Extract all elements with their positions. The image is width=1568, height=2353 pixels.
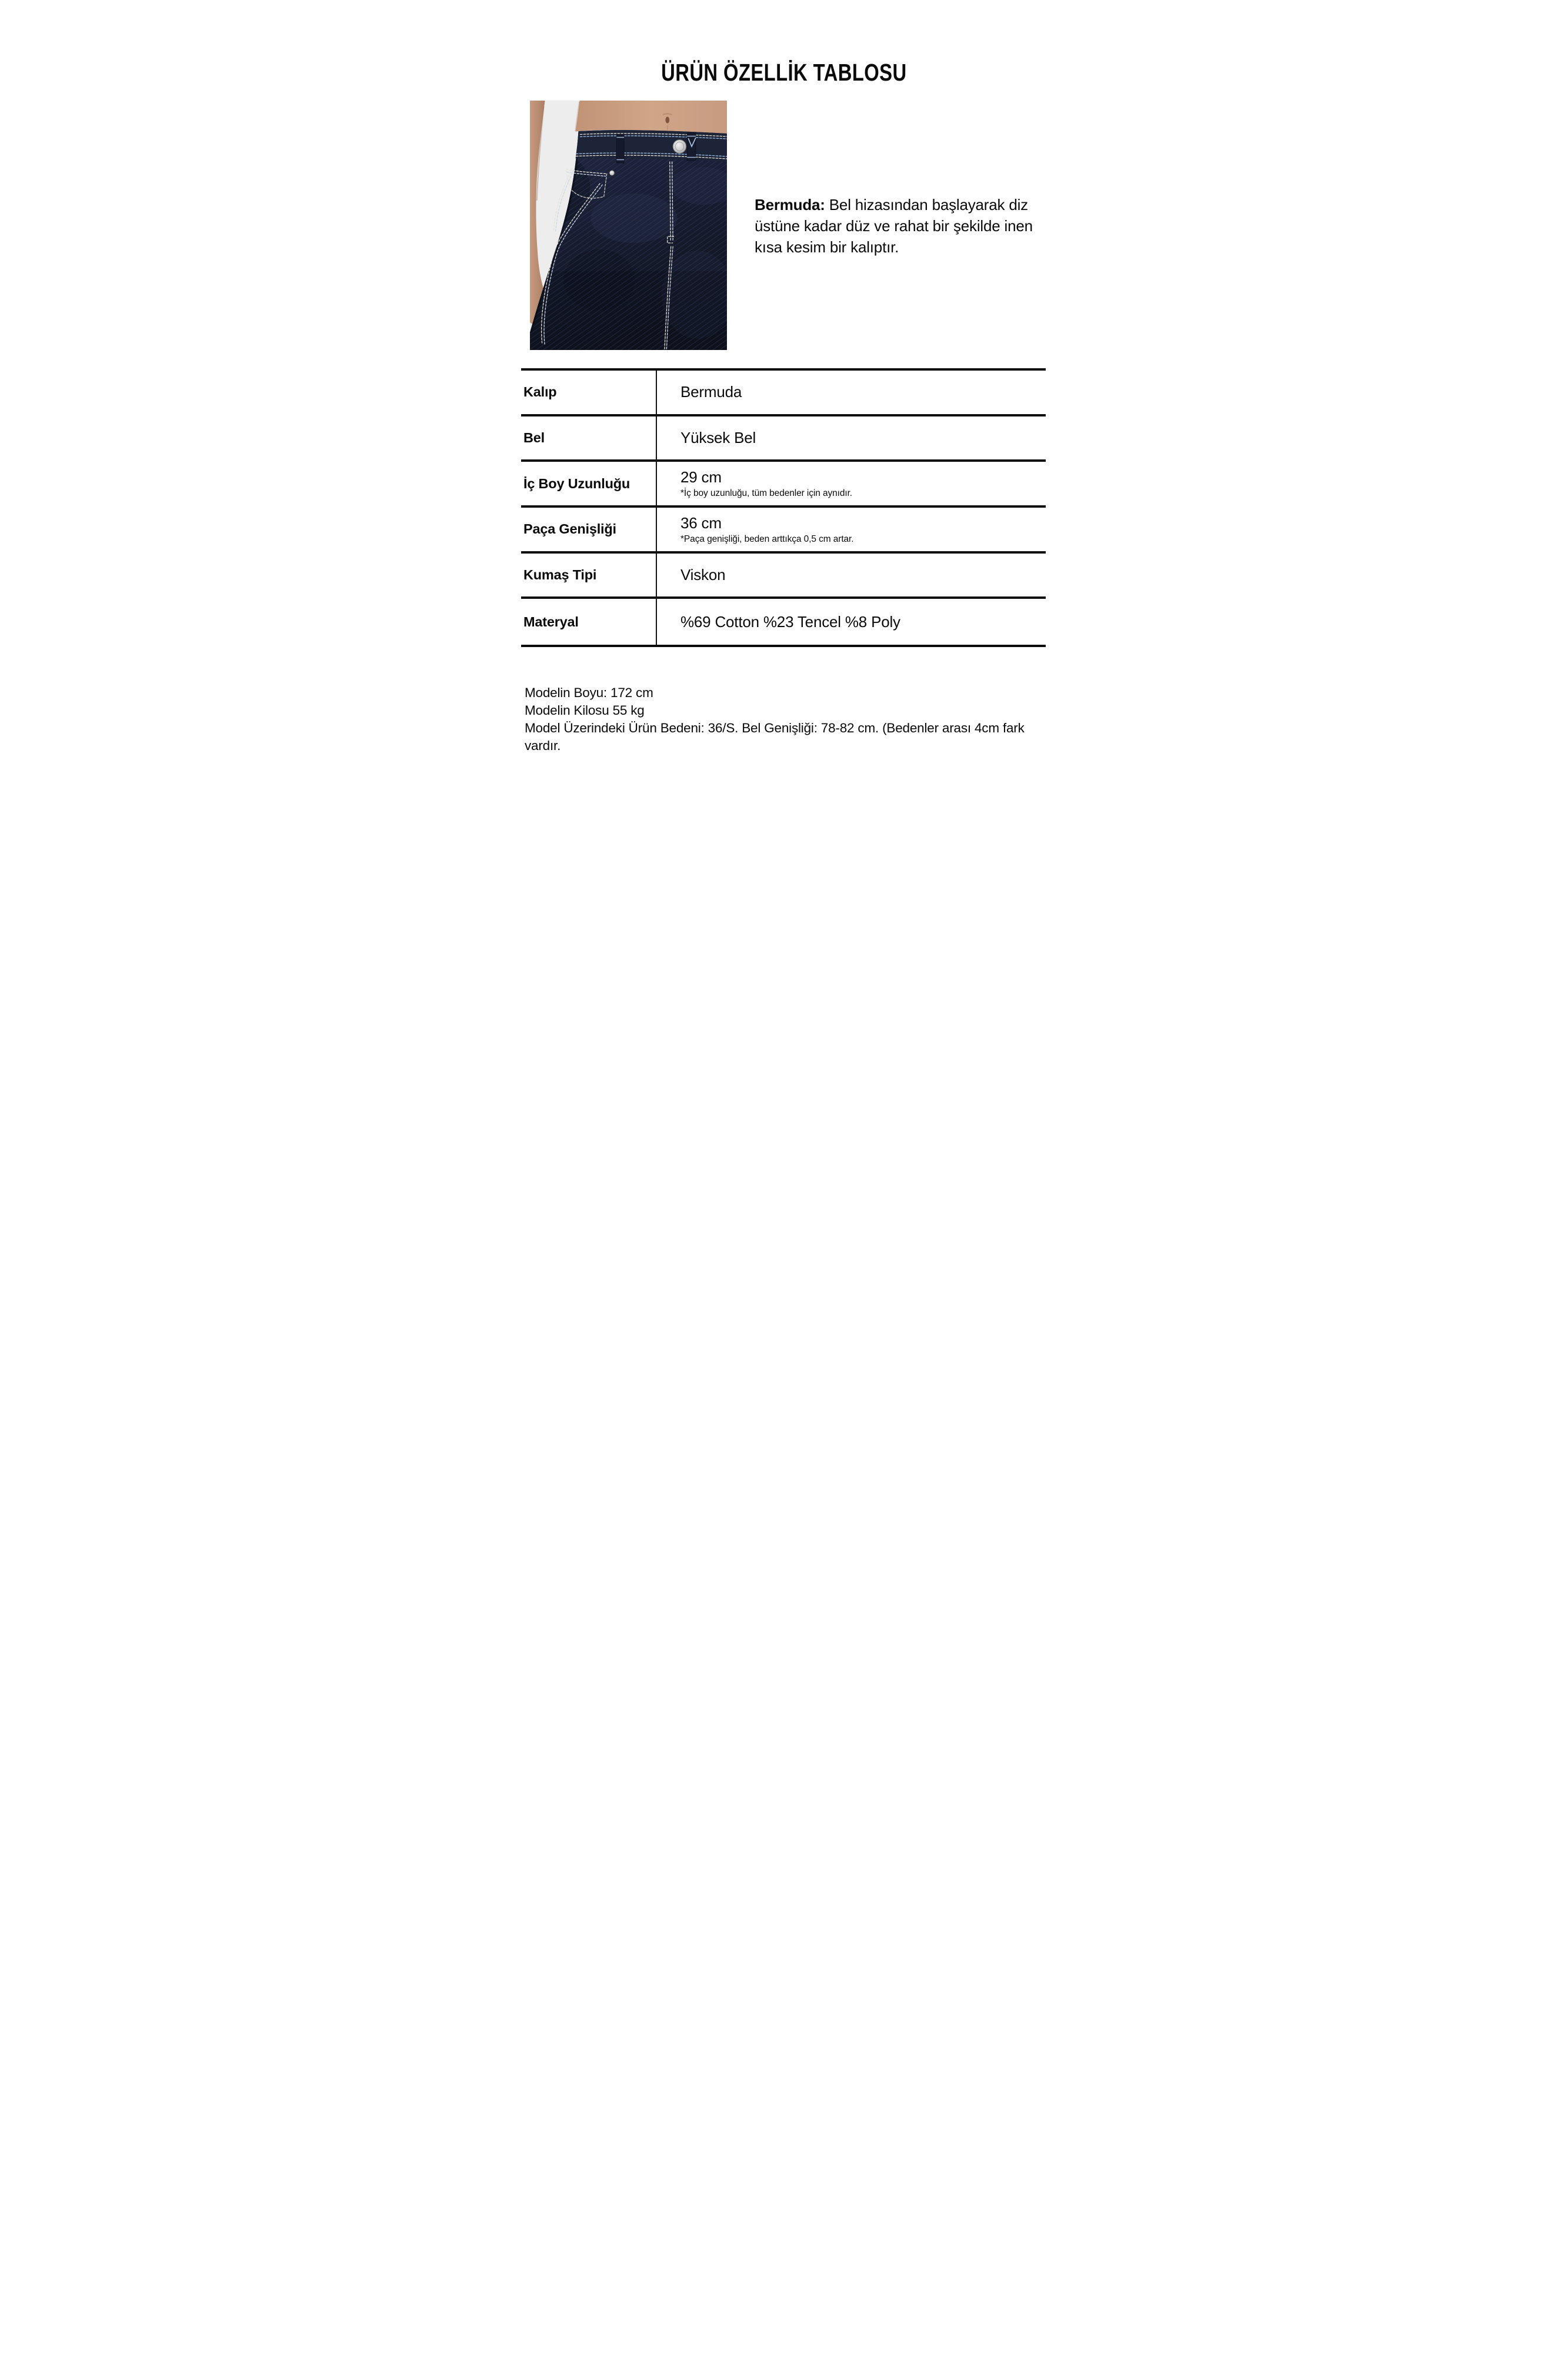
spec-value-cell [656,554,1046,597]
model-info-line: Modelin Boyu: 172 cm [525,685,653,700]
spec-value-cell [656,371,1046,414]
spec-value-cell [656,508,1046,551]
spec-row-ic-boy-uzunlugu [521,462,1046,508]
spec-label: Bel [523,430,545,446]
rivet [609,171,614,175]
spec-label: Kalıp [523,384,557,400]
model-info [525,684,1049,755]
product-spec-sheet [490,0,1078,882]
spec-value-cell [656,462,1046,505]
spec-value: Bermuda [680,383,742,401]
page-title [490,59,1078,86]
jeans-button [673,140,686,154]
model-torso [576,101,727,134]
spec-note: *İç boy uzunluğu, tüm bedenler için aynıdır. [680,488,853,499]
spec-row-bel [521,416,1046,462]
spec-value: Viskon [680,566,726,584]
waistband [576,130,727,162]
spec-row-paca-genisligi [521,508,1046,554]
model-info-line: Modelin Kilosu 55 kg [525,703,645,718]
spec-row-kumas-tipi [521,554,1046,599]
spec-value: %69 Cotton %23 Tencel %8 Poly [680,612,900,631]
navel [665,116,669,123]
spec-label: Materyal [523,614,579,629]
spec-value: 29 cm [680,468,722,486]
spec-value: Yüksek Bel [680,429,756,447]
denim-photo-illustration [530,101,727,350]
model-info-line: Model Üzerindeki Ürün Bedeni: 36/S. Bel Genişliği: 78-82 cm. (Bedenler arası 4cm fark vardır. [525,721,1025,753]
spec-label: İç Boy Uzunluğu [523,475,630,491]
spec-table [521,368,1046,647]
spec-label: Paça Genişliği [523,521,616,537]
spec-note: *Paça genişliği, beden arttıkça 0,5 cm artar. [680,534,854,544]
spec-row-kalip [521,371,1046,416]
description-text: Bel hizasından başlayarak diz üstüne kadar düz ve rahat bir şekilde inen kısa kesim bir kalıptır. [755,196,1033,256]
page-title-text: ÜRÜN ÖZELLİK TABLOSU [661,59,907,86]
spec-value-cell [656,416,1046,460]
spec-row-materyal [521,599,1046,645]
product-description [755,194,1053,258]
product-photo [530,101,727,350]
spec-label: Kumaş Tipi [523,567,597,583]
spec-value-cell [656,599,1046,645]
spec-value: 36 cm [680,514,722,532]
table-vertical-divider [656,371,657,645]
description-term: Bermuda: [755,196,825,214]
